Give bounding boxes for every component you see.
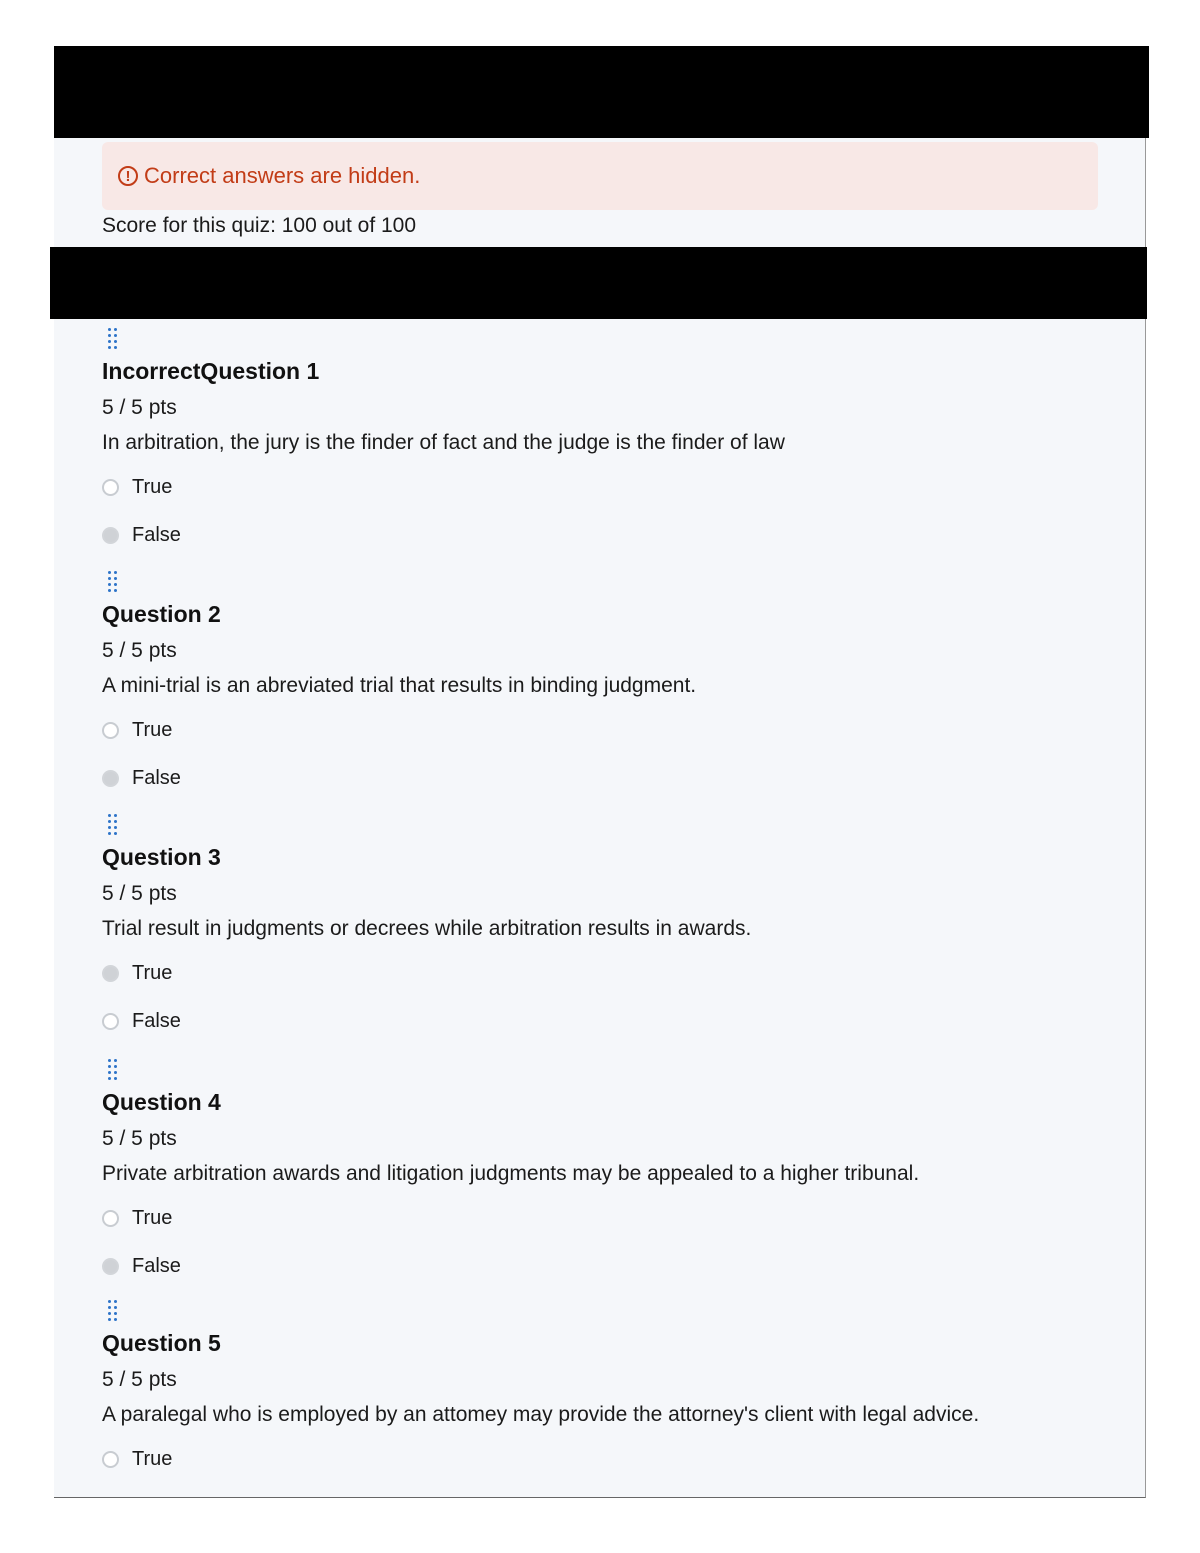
drag-handle-icon[interactable] [108, 814, 122, 838]
question-points: 5 / 5 pts [102, 882, 177, 905]
question-text: Private arbitration awards and litigation judgments may be appealed to a higher tribunal. [102, 1162, 920, 1185]
radio-button-selected[interactable] [102, 527, 119, 544]
option-label: False [132, 523, 181, 546]
option-label: True [132, 475, 173, 498]
radio-button-selected[interactable] [102, 1258, 119, 1275]
answer-option-false[interactable] [102, 1253, 181, 1279]
question-points: 5 / 5 pts [102, 1127, 177, 1150]
option-label: True [132, 1206, 173, 1229]
exclamation-circle-icon: ! [118, 166, 138, 186]
option-label: False [132, 1254, 181, 1277]
redacted-header-bar [54, 46, 1149, 138]
option-label: False [132, 766, 181, 789]
radio-button[interactable] [102, 1013, 119, 1030]
question-points: 5 / 5 pts [102, 396, 177, 419]
option-label: True [132, 961, 173, 984]
question-text: A paralegal who is employed by an attomey may provide the attorney's client with legal advice. [102, 1403, 980, 1426]
question-title: Question 5 [102, 1330, 221, 1356]
answer-option-true[interactable] [102, 1446, 172, 1472]
radio-button[interactable] [102, 1210, 119, 1227]
question-text: A mini-trial is an abreviated trial that results in binding judgment. [102, 674, 697, 697]
answer-option-false[interactable] [102, 522, 181, 548]
option-label: True [132, 718, 173, 741]
radio-button[interactable] [102, 479, 119, 496]
question-title: IncorrectQuestion 1 [102, 358, 320, 384]
drag-handle-icon[interactable] [108, 1059, 122, 1083]
question-title: Question 2 [102, 601, 221, 627]
quiz-score: Score for this quiz: 100 out of 100 [102, 214, 417, 237]
question-title: Question 4 [102, 1089, 221, 1115]
option-label: False [132, 1009, 181, 1032]
answer-option-true[interactable] [102, 717, 172, 743]
radio-button-selected[interactable] [102, 965, 119, 982]
question-points: 5 / 5 pts [102, 639, 177, 662]
radio-button-selected[interactable] [102, 770, 119, 787]
question-text: In arbitration, the jury is the finder of fact and the judge is the finder of law [102, 431, 785, 454]
answer-option-false[interactable] [102, 1008, 181, 1034]
drag-handle-icon[interactable] [108, 1300, 122, 1324]
redacted-banner-bar [50, 247, 1147, 319]
radio-button[interactable] [102, 1451, 119, 1468]
question-title: Question 3 [102, 844, 221, 870]
correct-answers-hidden-alert [102, 142, 1098, 210]
drag-handle-icon[interactable] [108, 328, 122, 352]
answer-option-true[interactable] [102, 960, 172, 986]
question-text: Trial result in judgments or decrees while arbitration results in awards. [102, 917, 752, 940]
answer-option-true[interactable] [102, 474, 172, 500]
alert-text: Correct answers are hidden. [144, 163, 421, 188]
quiz-results-page [54, 46, 1146, 1498]
option-label: True [132, 1447, 173, 1470]
radio-button[interactable] [102, 722, 119, 739]
question-points: 5 / 5 pts [102, 1368, 177, 1391]
answer-option-true[interactable] [102, 1205, 172, 1231]
answer-option-false[interactable] [102, 765, 181, 791]
drag-handle-icon[interactable] [108, 571, 122, 595]
